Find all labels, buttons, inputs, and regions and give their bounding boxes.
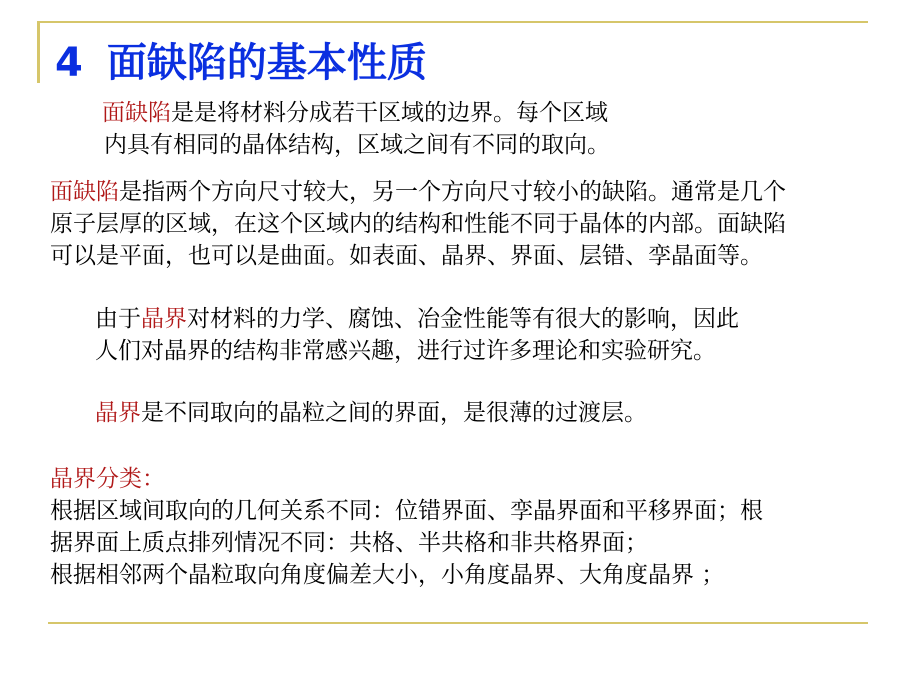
line-text: 是指两个方向尺寸较大，另一个方向尺寸较小的缺陷。通常是几个 — [119, 179, 786, 205]
top-divider-line — [38, 21, 868, 23]
section-number: 4 — [55, 40, 83, 86]
line-text: 对材料的力学、腐蚀、冶金性能等有很大的影响，因此 — [187, 306, 739, 332]
highlight-term: 晶界 — [95, 400, 141, 426]
line-text: 是是将材料分成若干区域的边界。每个区域 — [171, 100, 608, 126]
paragraph-line: 据界面上质点排列情况不同：共格、半共格和非共格界面； — [50, 530, 648, 556]
paragraph-line — [50, 176, 786, 208]
slide-title — [55, 30, 427, 96]
line-text: 由于 — [95, 306, 141, 332]
paragraph-line — [95, 303, 739, 335]
classification-heading: 晶界分类： — [50, 466, 165, 492]
paragraph-line: 人们对晶界的结构非常感兴趣，进行过许多理论和实验研究。 — [95, 338, 716, 364]
paragraph-definition-2 — [50, 176, 786, 272]
paragraph-grain-boundary-definition — [95, 397, 647, 429]
bottom-divider-line — [48, 622, 868, 624]
paragraph-line: 内具有相同的晶体结构，区域之间有不同的取向。 — [104, 132, 610, 158]
paragraph-line — [102, 97, 610, 129]
paragraph-grain-boundary-classification — [50, 463, 763, 591]
highlight-term: 晶界 — [141, 306, 187, 332]
paragraph-grain-boundary-importance — [95, 303, 739, 367]
paragraph-line: 根据区域间取向的几何关系不同：位错界面、孪晶界面和平移界面；根 — [50, 498, 763, 524]
paragraph-line: 原子层厚的区域，在这个区域内的结构和性能不同于晶体的内部。面缺陷 — [50, 211, 786, 237]
paragraph-line: 根据相邻两个晶粒取向角度偏差大小，小角度晶界、大角度晶界 ； — [50, 562, 725, 588]
paragraph-line — [95, 397, 647, 429]
highlight-term: 面缺陷 — [102, 100, 171, 126]
line-text: 是不同取向的晶粒之间的界面，是很薄的过渡层。 — [141, 400, 647, 426]
paragraph-definition-1 — [102, 97, 610, 161]
title-text: 面缺陷的基本性质 — [106, 40, 427, 86]
paragraph-line: 可以是平面，也可以是曲面。如表面、晶界、界面、层错、孪晶面等。 — [50, 243, 763, 269]
highlight-term: 面缺陷 — [50, 179, 119, 205]
left-accent-line — [37, 21, 40, 83]
